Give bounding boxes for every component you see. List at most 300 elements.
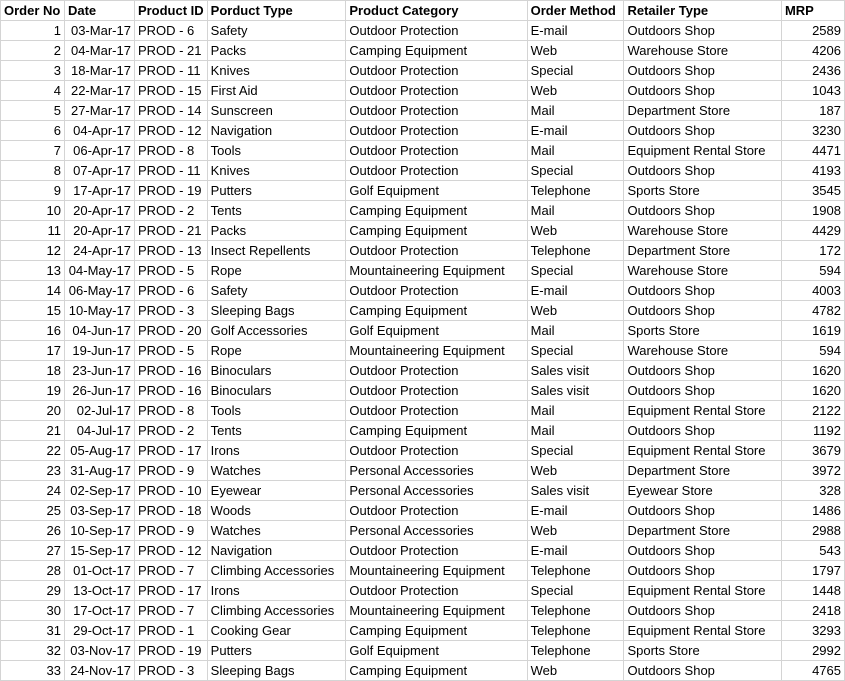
table-row — [1, 101, 845, 121]
order-no-cell[interactable]: 11 — [1, 221, 65, 241]
product-type-cell[interactable]: Navigation — [207, 541, 346, 561]
date-cell[interactable]: 19-Jun-17 — [64, 341, 134, 361]
retailer-type-cell[interactable]: Outdoors Shop — [624, 601, 782, 621]
table-row — [1, 381, 845, 401]
product-type-cell[interactable]: Tents — [207, 201, 346, 221]
retailer-type-cell[interactable]: Warehouse Store — [624, 261, 782, 281]
header-product-type[interactable]: Porduct Type — [207, 1, 346, 21]
table-row — [1, 41, 845, 61]
product-category-cell[interactable]: Outdoor Protection — [346, 381, 527, 401]
retailer-type-cell[interactable]: Outdoors Shop — [624, 21, 782, 41]
order-method-cell[interactable]: Web — [527, 521, 624, 541]
retailer-type-cell[interactable]: Department Store — [624, 101, 782, 121]
date-cell[interactable]: 07-Apr-17 — [64, 161, 134, 181]
order-no-cell[interactable]: 13 — [1, 261, 65, 281]
product-type-cell[interactable]: Climbing Accessories — [207, 561, 346, 581]
product-id-cell[interactable]: PROD - 19 — [134, 641, 207, 661]
retailer-type-cell[interactable]: Equipment Rental Store — [624, 441, 782, 461]
date-cell[interactable]: 20-Apr-17 — [64, 201, 134, 221]
table-row — [1, 161, 845, 181]
product-id-cell[interactable]: PROD - 10 — [134, 481, 207, 501]
retailer-type-cell[interactable]: Outdoors Shop — [624, 541, 782, 561]
date-cell[interactable]: 26-Jun-17 — [64, 381, 134, 401]
header-product-category[interactable]: Product Category — [346, 1, 527, 21]
table-row — [1, 501, 845, 521]
order-method-cell[interactable]: Special — [527, 161, 624, 181]
date-cell[interactable]: 17-Oct-17 — [64, 601, 134, 621]
product-id-cell[interactable]: PROD - 3 — [134, 301, 207, 321]
order-method-cell[interactable]: Mail — [527, 141, 624, 161]
retailer-type-cell[interactable]: Eyewear Store — [624, 481, 782, 501]
order-no-cell[interactable]: 30 — [1, 601, 65, 621]
order-method-cell[interactable]: Special — [527, 261, 624, 281]
order-no-cell[interactable]: 20 — [1, 401, 65, 421]
mrp-cell[interactable]: 594 — [781, 341, 844, 361]
date-cell[interactable]: 20-Apr-17 — [64, 221, 134, 241]
product-category-cell[interactable]: Outdoor Protection — [346, 361, 527, 381]
order-method-cell[interactable]: Special — [527, 581, 624, 601]
order-no-cell[interactable]: 21 — [1, 421, 65, 441]
mrp-cell[interactable]: 4782 — [781, 301, 844, 321]
product-type-cell[interactable]: Navigation — [207, 121, 346, 141]
mrp-cell[interactable]: 328 — [781, 481, 844, 501]
order-no-cell[interactable]: 32 — [1, 641, 65, 661]
product-type-cell[interactable]: Tents — [207, 421, 346, 441]
mrp-cell[interactable]: 4193 — [781, 161, 844, 181]
product-id-cell[interactable]: PROD - 14 — [134, 101, 207, 121]
order-no-cell[interactable]: 10 — [1, 201, 65, 221]
order-method-cell[interactable]: E-mail — [527, 21, 624, 41]
table-row — [1, 521, 845, 541]
product-type-cell[interactable]: Rope — [207, 261, 346, 281]
product-id-cell[interactable]: PROD - 17 — [134, 581, 207, 601]
mrp-cell[interactable]: 4471 — [781, 141, 844, 161]
order-no-cell[interactable]: 31 — [1, 621, 65, 641]
product-id-cell[interactable]: PROD - 12 — [134, 541, 207, 561]
product-category-cell[interactable]: Golf Equipment — [346, 321, 527, 341]
order-method-cell[interactable]: Telephone — [527, 641, 624, 661]
table-row — [1, 61, 845, 81]
retailer-type-cell[interactable]: Equipment Rental Store — [624, 621, 782, 641]
mrp-cell[interactable]: 2589 — [781, 21, 844, 41]
product-type-cell[interactable]: Safety — [207, 281, 346, 301]
mrp-cell[interactable]: 1619 — [781, 321, 844, 341]
product-id-cell[interactable]: PROD - 7 — [134, 601, 207, 621]
product-category-cell[interactable]: Outdoor Protection — [346, 401, 527, 421]
order-no-cell[interactable]: 19 — [1, 381, 65, 401]
product-category-cell[interactable]: Mountaineering Equipment — [346, 561, 527, 581]
table-row — [1, 441, 845, 461]
date-cell[interactable]: 10-Sep-17 — [64, 521, 134, 541]
retailer-type-cell[interactable]: Department Store — [624, 461, 782, 481]
product-id-cell[interactable]: PROD - 20 — [134, 321, 207, 341]
table-row — [1, 621, 845, 641]
order-method-cell[interactable]: Special — [527, 341, 624, 361]
order-method-cell[interactable]: Sales visit — [527, 361, 624, 381]
table-row — [1, 181, 845, 201]
retailer-type-cell[interactable]: Outdoors Shop — [624, 61, 782, 81]
mrp-cell[interactable]: 172 — [781, 241, 844, 261]
product-type-cell[interactable]: Knives — [207, 161, 346, 181]
product-id-cell[interactable]: PROD - 2 — [134, 421, 207, 441]
order-method-cell[interactable]: Web — [527, 301, 624, 321]
product-category-cell[interactable]: Outdoor Protection — [346, 441, 527, 461]
order-no-cell[interactable]: 27 — [1, 541, 65, 561]
header-row — [1, 1, 845, 21]
date-cell[interactable]: 03-Sep-17 — [64, 501, 134, 521]
date-cell[interactable]: 18-Mar-17 — [64, 61, 134, 81]
order-no-cell[interactable]: 2 — [1, 41, 65, 61]
product-type-cell[interactable]: Golf Accessories — [207, 321, 346, 341]
product-id-cell[interactable]: PROD - 9 — [134, 521, 207, 541]
order-no-cell[interactable]: 14 — [1, 281, 65, 301]
product-category-cell[interactable]: Personal Accessories — [346, 521, 527, 541]
product-id-cell[interactable]: PROD - 17 — [134, 441, 207, 461]
date-cell[interactable]: 05-Aug-17 — [64, 441, 134, 461]
product-category-cell[interactable]: Outdoor Protection — [346, 501, 527, 521]
order-method-cell[interactable]: Mail — [527, 101, 624, 121]
table-row — [1, 361, 845, 381]
order-method-cell[interactable]: Telephone — [527, 241, 624, 261]
table-row — [1, 21, 845, 41]
header-mrp[interactable]: MRP — [781, 1, 844, 21]
order-method-cell[interactable]: Mail — [527, 401, 624, 421]
product-category-cell[interactable]: Outdoor Protection — [346, 101, 527, 121]
date-cell[interactable]: 31-Aug-17 — [64, 461, 134, 481]
order-no-cell[interactable]: 15 — [1, 301, 65, 321]
mrp-cell[interactable]: 4765 — [781, 661, 844, 681]
order-method-cell[interactable]: Web — [527, 41, 624, 61]
order-no-cell[interactable]: 29 — [1, 581, 65, 601]
product-type-cell[interactable]: Watches — [207, 521, 346, 541]
retailer-type-cell[interactable]: Department Store — [624, 241, 782, 261]
product-id-cell[interactable]: PROD - 8 — [134, 401, 207, 421]
mrp-cell[interactable]: 187 — [781, 101, 844, 121]
date-cell[interactable]: 03-Nov-17 — [64, 641, 134, 661]
retailer-type-cell[interactable]: Equipment Rental Store — [624, 581, 782, 601]
retailer-type-cell[interactable]: Outdoors Shop — [624, 421, 782, 441]
product-type-cell[interactable]: Irons — [207, 441, 346, 461]
mrp-cell[interactable]: 4206 — [781, 41, 844, 61]
order-no-cell[interactable]: 8 — [1, 161, 65, 181]
order-no-cell[interactable]: 18 — [1, 361, 65, 381]
product-category-cell[interactable]: Camping Equipment — [346, 621, 527, 641]
order-method-cell[interactable]: Telephone — [527, 561, 624, 581]
product-id-cell[interactable]: PROD - 6 — [134, 281, 207, 301]
table-row — [1, 661, 845, 681]
order-no-cell[interactable]: 16 — [1, 321, 65, 341]
product-category-cell[interactable]: Camping Equipment — [346, 41, 527, 61]
product-category-cell[interactable]: Personal Accessories — [346, 461, 527, 481]
product-category-cell[interactable]: Golf Equipment — [346, 641, 527, 661]
product-category-cell[interactable]: Outdoor Protection — [346, 541, 527, 561]
product-id-cell[interactable]: PROD - 9 — [134, 461, 207, 481]
retailer-type-cell[interactable]: Sports Store — [624, 641, 782, 661]
table-row — [1, 481, 845, 501]
order-method-cell[interactable]: E-mail — [527, 121, 624, 141]
order-method-cell[interactable]: Mail — [527, 321, 624, 341]
order-method-cell[interactable]: E-mail — [527, 281, 624, 301]
order-method-cell[interactable]: Telephone — [527, 621, 624, 641]
product-type-cell[interactable]: Putters — [207, 641, 346, 661]
order-method-cell[interactable]: Web — [527, 461, 624, 481]
retailer-type-cell[interactable]: Outdoors Shop — [624, 361, 782, 381]
date-cell[interactable]: 04-Apr-17 — [64, 121, 134, 141]
product-type-cell[interactable]: Knives — [207, 61, 346, 81]
order-no-cell[interactable]: 22 — [1, 441, 65, 461]
date-cell[interactable]: 02-Jul-17 — [64, 401, 134, 421]
product-id-cell[interactable]: PROD - 19 — [134, 181, 207, 201]
product-id-cell[interactable]: PROD - 15 — [134, 81, 207, 101]
header-date[interactable]: Date — [64, 1, 134, 21]
product-type-cell[interactable]: Putters — [207, 181, 346, 201]
product-id-cell[interactable]: PROD - 8 — [134, 141, 207, 161]
retailer-type-cell[interactable]: Outdoors Shop — [624, 661, 782, 681]
table-row — [1, 321, 845, 341]
order-no-cell[interactable]: 12 — [1, 241, 65, 261]
product-id-cell[interactable]: PROD - 13 — [134, 241, 207, 261]
table-row — [1, 561, 845, 581]
retailer-type-cell[interactable]: Outdoors Shop — [624, 561, 782, 581]
mrp-cell[interactable]: 4429 — [781, 221, 844, 241]
table-row — [1, 401, 845, 421]
mrp-cell[interactable]: 2418 — [781, 601, 844, 621]
product-category-cell[interactable]: Outdoor Protection — [346, 141, 527, 161]
product-category-cell[interactable]: Camping Equipment — [346, 201, 527, 221]
date-cell[interactable]: 27-Mar-17 — [64, 101, 134, 121]
header-order-method[interactable]: Order Method — [527, 1, 624, 21]
table-row — [1, 301, 845, 321]
table-body — [1, 21, 845, 681]
product-type-cell[interactable]: Binoculars — [207, 361, 346, 381]
retailer-type-cell[interactable]: Warehouse Store — [624, 41, 782, 61]
order-method-cell[interactable]: Special — [527, 441, 624, 461]
product-type-cell[interactable]: Sleeping Bags — [207, 661, 346, 681]
product-id-cell[interactable]: PROD - 6 — [134, 21, 207, 41]
table-row — [1, 281, 845, 301]
mrp-cell[interactable]: 2988 — [781, 521, 844, 541]
order-method-cell[interactable]: Sales visit — [527, 381, 624, 401]
mrp-cell[interactable]: 543 — [781, 541, 844, 561]
mrp-cell[interactable]: 1043 — [781, 81, 844, 101]
product-type-cell[interactable]: Eyewear — [207, 481, 346, 501]
date-cell[interactable]: 03-Mar-17 — [64, 21, 134, 41]
product-category-cell[interactable]: Camping Equipment — [346, 661, 527, 681]
mrp-cell[interactable]: 1192 — [781, 421, 844, 441]
order-method-cell[interactable]: Telephone — [527, 601, 624, 621]
order-method-cell[interactable]: E-mail — [527, 501, 624, 521]
order-method-cell[interactable]: Mail — [527, 201, 624, 221]
product-category-cell[interactable]: Outdoor Protection — [346, 121, 527, 141]
product-type-cell[interactable]: Watches — [207, 461, 346, 481]
product-id-cell[interactable]: PROD - 5 — [134, 261, 207, 281]
product-category-cell[interactable]: Mountaineering Equipment — [346, 261, 527, 281]
product-id-cell[interactable]: PROD - 5 — [134, 341, 207, 361]
date-cell[interactable]: 17-Apr-17 — [64, 181, 134, 201]
product-category-cell[interactable]: Outdoor Protection — [346, 161, 527, 181]
date-cell[interactable]: 04-Jul-17 — [64, 421, 134, 441]
mrp-cell[interactable]: 2122 — [781, 401, 844, 421]
retailer-type-cell[interactable]: Sports Store — [624, 321, 782, 341]
order-no-cell[interactable]: 7 — [1, 141, 65, 161]
order-no-cell[interactable]: 4 — [1, 81, 65, 101]
order-no-cell[interactable]: 17 — [1, 341, 65, 361]
order-no-cell[interactable]: 26 — [1, 521, 65, 541]
retailer-type-cell[interactable]: Sports Store — [624, 181, 782, 201]
product-category-cell[interactable]: Outdoor Protection — [346, 81, 527, 101]
product-id-cell[interactable]: PROD - 21 — [134, 221, 207, 241]
retailer-type-cell[interactable]: Equipment Rental Store — [624, 141, 782, 161]
product-category-cell[interactable]: Outdoor Protection — [346, 581, 527, 601]
product-type-cell[interactable]: Climbing Accessories — [207, 601, 346, 621]
product-category-cell[interactable]: Camping Equipment — [346, 301, 527, 321]
product-type-cell[interactable]: Irons — [207, 581, 346, 601]
mrp-cell[interactable]: 1908 — [781, 201, 844, 221]
order-no-cell[interactable]: 5 — [1, 101, 65, 121]
order-method-cell[interactable]: Sales visit — [527, 481, 624, 501]
date-cell[interactable]: 29-Oct-17 — [64, 621, 134, 641]
mrp-cell[interactable]: 3679 — [781, 441, 844, 461]
product-id-cell[interactable]: PROD - 18 — [134, 501, 207, 521]
retailer-type-cell[interactable]: Equipment Rental Store — [624, 401, 782, 421]
retailer-type-cell[interactable]: Outdoors Shop — [624, 301, 782, 321]
order-no-cell[interactable]: 6 — [1, 121, 65, 141]
order-method-cell[interactable]: Web — [527, 221, 624, 241]
mrp-cell[interactable]: 4003 — [781, 281, 844, 301]
date-cell[interactable]: 06-May-17 — [64, 281, 134, 301]
product-category-cell[interactable]: Camping Equipment — [346, 221, 527, 241]
product-type-cell[interactable]: Sunscreen — [207, 101, 346, 121]
table-row — [1, 201, 845, 221]
product-id-cell[interactable]: PROD - 2 — [134, 201, 207, 221]
product-type-cell[interactable]: Tools — [207, 401, 346, 421]
product-category-cell[interactable]: Outdoor Protection — [346, 241, 527, 261]
header-order-no[interactable]: Order No — [1, 1, 65, 21]
product-category-cell[interactable]: Outdoor Protection — [346, 61, 527, 81]
mrp-cell[interactable]: 1620 — [781, 381, 844, 401]
date-cell[interactable]: 10-May-17 — [64, 301, 134, 321]
product-category-cell[interactable]: Golf Equipment — [346, 181, 527, 201]
date-cell[interactable]: 06-Apr-17 — [64, 141, 134, 161]
product-type-cell[interactable]: Safety — [207, 21, 346, 41]
mrp-cell[interactable]: 3545 — [781, 181, 844, 201]
product-id-cell[interactable]: PROD - 11 — [134, 161, 207, 181]
product-category-cell[interactable]: Outdoor Protection — [346, 21, 527, 41]
retailer-type-cell[interactable]: Warehouse Store — [624, 341, 782, 361]
header-product-id[interactable]: Product ID — [134, 1, 207, 21]
retailer-type-cell[interactable]: Outdoors Shop — [624, 161, 782, 181]
mrp-cell[interactable]: 1797 — [781, 561, 844, 581]
product-id-cell[interactable]: PROD - 3 — [134, 661, 207, 681]
product-category-cell[interactable]: Mountaineering Equipment — [346, 341, 527, 361]
order-method-cell[interactable]: Telephone — [527, 181, 624, 201]
retailer-type-cell[interactable]: Outdoors Shop — [624, 381, 782, 401]
order-method-cell[interactable]: Mail — [527, 421, 624, 441]
retailer-type-cell[interactable]: Outdoors Shop — [624, 281, 782, 301]
product-type-cell[interactable]: Insect Repellents — [207, 241, 346, 261]
product-type-cell[interactable]: Tools — [207, 141, 346, 161]
date-cell[interactable]: 04-Mar-17 — [64, 41, 134, 61]
product-category-cell[interactable]: Mountaineering Equipment — [346, 601, 527, 621]
product-id-cell[interactable]: PROD - 1 — [134, 621, 207, 641]
order-no-cell[interactable]: 25 — [1, 501, 65, 521]
product-type-cell[interactable]: Sleeping Bags — [207, 301, 346, 321]
product-type-cell[interactable]: Binoculars — [207, 381, 346, 401]
order-no-cell[interactable]: 23 — [1, 461, 65, 481]
date-cell[interactable]: 02-Sep-17 — [64, 481, 134, 501]
retailer-type-cell[interactable]: Outdoors Shop — [624, 501, 782, 521]
retailer-type-cell[interactable]: Outdoors Shop — [624, 81, 782, 101]
product-type-cell[interactable]: Cooking Gear — [207, 621, 346, 641]
mrp-cell[interactable]: 1486 — [781, 501, 844, 521]
mrp-cell[interactable]: 3293 — [781, 621, 844, 641]
order-no-cell[interactable]: 1 — [1, 21, 65, 41]
order-no-cell[interactable]: 3 — [1, 61, 65, 81]
date-cell[interactable]: 24-Nov-17 — [64, 661, 134, 681]
date-cell[interactable]: 13-Oct-17 — [64, 581, 134, 601]
order-method-cell[interactable]: E-mail — [527, 541, 624, 561]
date-cell[interactable]: 23-Jun-17 — [64, 361, 134, 381]
retailer-type-cell[interactable]: Outdoors Shop — [624, 121, 782, 141]
date-cell[interactable]: 04-May-17 — [64, 261, 134, 281]
product-id-cell[interactable]: PROD - 12 — [134, 121, 207, 141]
retailer-type-cell[interactable]: Warehouse Store — [624, 221, 782, 241]
mrp-cell[interactable]: 3230 — [781, 121, 844, 141]
table-row — [1, 341, 845, 361]
header-retailer-type[interactable]: Retailer Type — [624, 1, 782, 21]
mrp-cell[interactable]: 1448 — [781, 581, 844, 601]
product-category-cell[interactable]: Personal Accessories — [346, 481, 527, 501]
mrp-cell[interactable]: 2436 — [781, 61, 844, 81]
date-cell[interactable]: 04-Jun-17 — [64, 321, 134, 341]
product-id-cell[interactable]: PROD - 21 — [134, 41, 207, 61]
mrp-cell[interactable]: 1620 — [781, 361, 844, 381]
product-type-cell[interactable]: Rope — [207, 341, 346, 361]
table-row — [1, 141, 845, 161]
date-cell[interactable]: 22-Mar-17 — [64, 81, 134, 101]
product-type-cell[interactable]: Woods — [207, 501, 346, 521]
mrp-cell[interactable]: 2992 — [781, 641, 844, 661]
product-id-cell[interactable]: PROD - 11 — [134, 61, 207, 81]
product-category-cell[interactable]: Outdoor Protection — [346, 281, 527, 301]
table-row — [1, 81, 845, 101]
product-type-cell[interactable]: First Aid — [207, 81, 346, 101]
retailer-type-cell[interactable]: Department Store — [624, 521, 782, 541]
mrp-cell[interactable]: 3972 — [781, 461, 844, 481]
order-no-cell[interactable]: 28 — [1, 561, 65, 581]
table-row — [1, 121, 845, 141]
date-cell[interactable]: 01-Oct-17 — [64, 561, 134, 581]
product-id-cell[interactable]: PROD - 16 — [134, 381, 207, 401]
product-id-cell[interactable]: PROD - 16 — [134, 361, 207, 381]
product-id-cell[interactable]: PROD - 7 — [134, 561, 207, 581]
product-type-cell[interactable]: Packs — [207, 221, 346, 241]
order-no-cell[interactable]: 9 — [1, 181, 65, 201]
order-method-cell[interactable]: Web — [527, 661, 624, 681]
order-method-cell[interactable]: Web — [527, 81, 624, 101]
table-row — [1, 241, 845, 261]
date-cell[interactable]: 24-Apr-17 — [64, 241, 134, 261]
order-method-cell[interactable]: Special — [527, 61, 624, 81]
table-row — [1, 261, 845, 281]
mrp-cell[interactable]: 594 — [781, 261, 844, 281]
order-no-cell[interactable]: 24 — [1, 481, 65, 501]
retailer-type-cell[interactable]: Outdoors Shop — [624, 201, 782, 221]
product-category-cell[interactable]: Camping Equipment — [346, 421, 527, 441]
product-type-cell[interactable]: Packs — [207, 41, 346, 61]
order-no-cell[interactable]: 33 — [1, 661, 65, 681]
date-cell[interactable]: 15-Sep-17 — [64, 541, 134, 561]
